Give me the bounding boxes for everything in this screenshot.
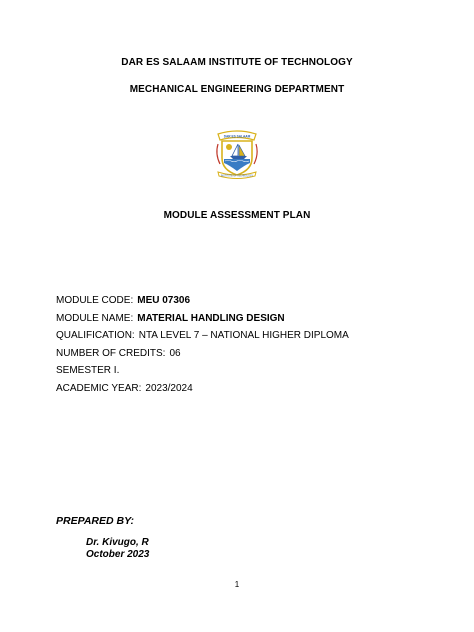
module-details (56, 292, 349, 398)
module-name-label: MODULE NAME: (56, 312, 134, 324)
qualification-value: NTA LEVEL 7 – NATIONAL HIGHER DIPLOMA (138, 330, 349, 342)
semester-row (56, 362, 349, 380)
author-name: Dr. Kivugo, R (86, 537, 149, 548)
academic-year-row (56, 380, 349, 398)
crest-motto-text: INSTITUTE OF TECHNOLOGY (220, 175, 254, 178)
institute-crest-icon (212, 126, 262, 180)
credits-row (56, 345, 349, 363)
module-name-row (56, 310, 349, 328)
module-code-row (56, 292, 349, 310)
academic-year-value: 2023/2024 (145, 382, 193, 394)
prepared-by-label: PREPARED BY: (56, 515, 134, 527)
academic-year-label: ACADEMIC YEAR: (56, 382, 142, 394)
page-number: 1 (234, 580, 240, 589)
module-name-value: MATERIAL HANDLING DESIGN (137, 312, 285, 324)
module-code-value: MEU 07306 (137, 295, 191, 306)
module-code-label: MODULE CODE: (56, 295, 134, 306)
qualification-row (56, 327, 349, 345)
qualification-label: QUALIFICATION: (56, 330, 135, 342)
credits-label: NUMBER OF CREDITS: (56, 347, 166, 359)
credits-value: 06 (169, 347, 181, 359)
department-name: MECHANICAL ENGINEERING DEPARTMENT (129, 84, 345, 95)
document-title: MODULE ASSESSMENT PLAN (163, 210, 311, 221)
author-block (86, 537, 149, 561)
prepared-date: October 2023 (86, 549, 150, 560)
institute-name: DAR ES SALAAM INSTITUTE OF TECHNOLOGY (121, 57, 353, 68)
crest-banner-text: DAR ES SALAAM (223, 134, 251, 139)
semester-value: SEMESTER I. (56, 365, 120, 377)
